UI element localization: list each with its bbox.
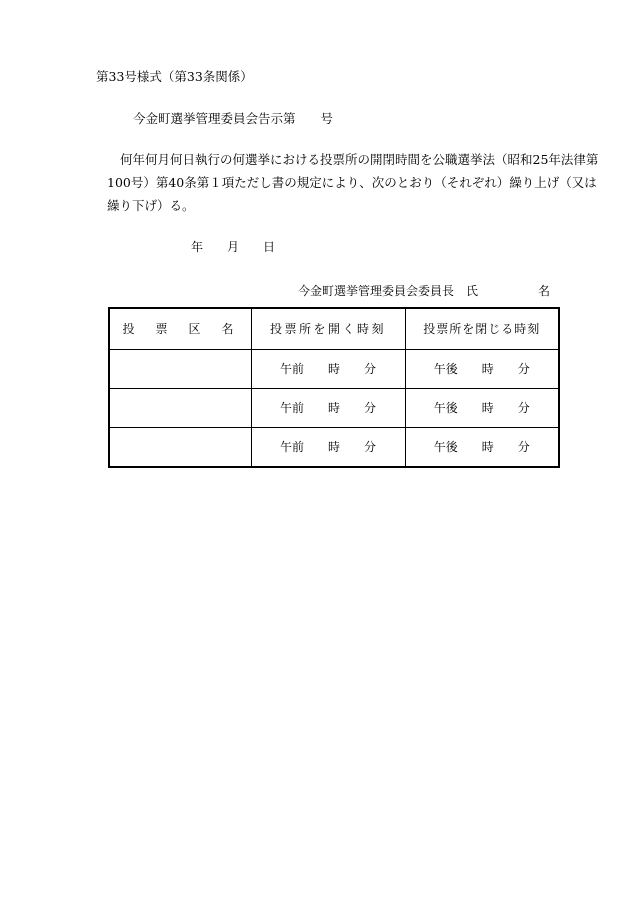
body-line-3: 繰り下げ）る。 xyxy=(107,198,195,213)
close-time-cell: 午後 時 分 xyxy=(405,427,559,467)
open-time-cell: 午前 時 分 xyxy=(251,388,405,427)
header-close-time: 投票所を閉じる時刻 xyxy=(405,308,559,349)
table-row xyxy=(109,427,559,467)
polling-hours-table xyxy=(108,307,560,468)
date-line: 年 月 日 xyxy=(191,240,276,254)
notice-title: 今金町選挙管理委員会告示第 号 xyxy=(133,111,334,126)
table-row xyxy=(109,388,559,427)
open-time-cell: 午前 時 分 xyxy=(251,427,405,467)
district-cell xyxy=(109,388,251,427)
form-number: 第33号様式（第33条関係） xyxy=(96,69,253,84)
signature-line: 今金町選挙管理委員会委員長 氏 名 xyxy=(298,284,551,298)
close-time-cell: 午後 時 分 xyxy=(405,388,559,427)
body-line-1: 何年何月何日執行の何選挙における投票所の開閉時間を公職選挙法（昭和25年法律第 xyxy=(120,152,599,167)
table-row xyxy=(109,349,559,388)
body-line-2: 100号）第40条第１項ただし書の規定により、次のとおり（それぞれ）繰り上げ（又は xyxy=(107,175,597,190)
district-cell xyxy=(109,349,251,388)
table-header-row xyxy=(109,308,559,349)
header-open-time: 投票所を開く時刻 xyxy=(251,308,405,349)
close-time-cell: 午後 時 分 xyxy=(405,349,559,388)
district-cell xyxy=(109,427,251,467)
open-time-cell: 午前 時 分 xyxy=(251,349,405,388)
header-district: 投 票 区 名 xyxy=(109,308,251,349)
